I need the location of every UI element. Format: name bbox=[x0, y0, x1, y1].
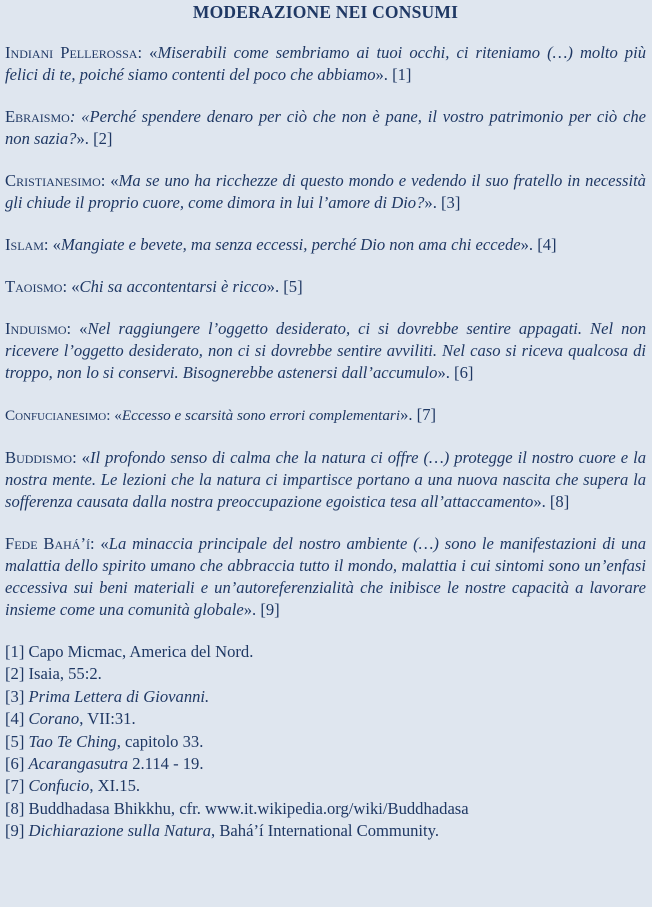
religion-label: Indiani Pellerossa: bbox=[5, 43, 143, 62]
entry-judaism: Ebraismo: «Perché spendere denaro per ciò che non è pane, il vostro patrimonio per ciò che non sazia?». [2] bbox=[5, 107, 646, 148]
entry-native-americans: Indiani Pellerossa: «Miserabili come sembriamo ai tuoi occhi, ci riteniamo (…) molto più felici di te, poiché siamo contenti del poco che abbiamo». [1] bbox=[5, 43, 646, 84]
entry-confucianism: Confucianesimo: «Eccesso e scarsità sono errori complementari». [7] bbox=[5, 405, 437, 424]
religion-label: Fede Bahá’í: bbox=[5, 534, 95, 553]
footnote: [5] Tao Te Ching, capitolo 33. bbox=[5, 731, 204, 751]
quote-text: Nel raggiungere l’oggetto desiderato, ci si dovrebbe sentire appagati. Nel non ricevere l’oggetto desiderato, non ci si dovrebbe sentire avviliti. Nel caso si riceva qualcosa di troppo, non lo si conservi. Bisognerebbe astenersi dall’accumulo bbox=[5, 319, 647, 382]
quote-text: La minaccia principale del nostro ambiente (…) sono le manifestazioni di una malattia dello spirito umano che abbraccia tutto il mondo, malattia i cui sintomi sono un’enfasi eccessiva sui beni materiali e un’autoreferenzialità che inibisce le nostre capacità a lavorare insieme come una comunità globale bbox=[5, 534, 646, 619]
footnote: [7] Confucio, XI.15. bbox=[5, 776, 141, 796]
footnotes bbox=[5, 641, 646, 843]
religion-label: Confucianesimo: bbox=[5, 407, 111, 424]
religion-label: Islam: bbox=[5, 235, 49, 254]
quote-text: Perché spendere denaro per ciò che non è pane, il vostro patrimonio per ciò che non sazia? bbox=[5, 107, 646, 148]
footnote: [8] Buddhadasa Bhikkhu, cfr. www.it.wikipedia.org/wiki/Buddhadasa bbox=[5, 798, 469, 818]
footnote: [4] Corano, VII:31. bbox=[5, 709, 136, 729]
entry-buddhism: Buddismo: «Il profondo senso di calma che la natura ci offre (…) protegge il nostro cuore e la nostra mente. Le lezioni che la natura ci impartisce portano a una nuova nascita che supera la sofferenza causata dalla nostra preoccupazione egoistica tesa all’attaccamento». [8] bbox=[5, 448, 646, 511]
religion-label: Induismo: bbox=[5, 319, 72, 338]
entry-christianity: Cristianesimo: «Ma se uno ha ricchezze di questo mondo e vedendo il suo fratello in necessità gli chiude il proprio cuore, come dimora in lui l’amore di Dio?». [3] bbox=[5, 171, 646, 212]
page-title: MODERAZIONE NEI CONSUMI bbox=[192, 2, 459, 22]
footnote: [2] Isaia, 55:2. bbox=[5, 664, 102, 684]
quote-text: Mangiate e bevete, ma senza eccessi, perché Dio non ama chi eccede bbox=[60, 235, 521, 254]
entry-taoism: Taoismo: «Chi sa accontentarsi è ricco». [5] bbox=[5, 277, 303, 296]
entry-hinduism: Induismo: «Nel raggiungere l’oggetto desiderato, ci si dovrebbe sentire appagati. Nel non ricevere l’oggetto desiderato, non ci si dovrebbe sentire avviliti. Nel caso si riceva qualcosa di troppo, non lo si conservi. Bisognerebbe astenersi dall’accumulo». [6] bbox=[5, 319, 647, 382]
religion-label: Taoismo: bbox=[5, 277, 68, 296]
quote-text: Il profondo senso di calma che la natura ci offre (…) protegge il nostro cuore e la nostra mente. Le lezioni che la natura ci impartisce portano a una nuova nascita che supera la sofferenza causata dalla nostra preoccupazione egoistica tesa all’attaccamento bbox=[5, 448, 646, 511]
entry-bahai-faith: Fede Bahá’í: «La minaccia principale del nostro ambiente (…) sono le manifestazioni di una malattia dello spirito umano che abbraccia tutto il mondo, malattia i cui sintomi sono un’enfasi eccessiva sui beni materiali e un’autoreferenzialità che inibisce le nostre capacità a lavorare insieme come una comunità globale». [9] bbox=[5, 534, 646, 619]
quote-text: Eccesso e scarsità sono errori complementari bbox=[121, 407, 401, 424]
religion-label: Buddismo: bbox=[5, 448, 77, 467]
quote-text: Ma se uno ha ricchezze di questo mondo e vedendo il suo fratello in necessità gli chiude il proprio cuore, come dimora in lui l’amore di Dio? bbox=[5, 171, 646, 212]
religion-label: Cristianesimo: bbox=[5, 171, 106, 190]
quote-text: Chi sa accontentarsi è ricco bbox=[79, 277, 267, 296]
footnote: [6] Acarangasutra 2.114 - 19. bbox=[5, 754, 204, 774]
footnote: [3] Prima Lettera di Giovanni. bbox=[5, 686, 210, 706]
footnote: [9] Dichiarazione sulla Natura, Bahá’í International Community. bbox=[5, 821, 440, 841]
entry-islam: Islam: «Mangiate e bevete, ma senza eccessi, perché Dio non ama chi eccede». [4] bbox=[5, 235, 557, 254]
quote-text: Miserabili come sembriamo ai tuoi occhi, ci riteniamo (…) molto più felici di te, poiché siamo contenti del poco che abbiamo bbox=[5, 43, 646, 84]
footnote: [1] Capo Micmac, America del Nord. bbox=[5, 642, 254, 661]
religion-label: Ebraismo bbox=[5, 107, 70, 126]
